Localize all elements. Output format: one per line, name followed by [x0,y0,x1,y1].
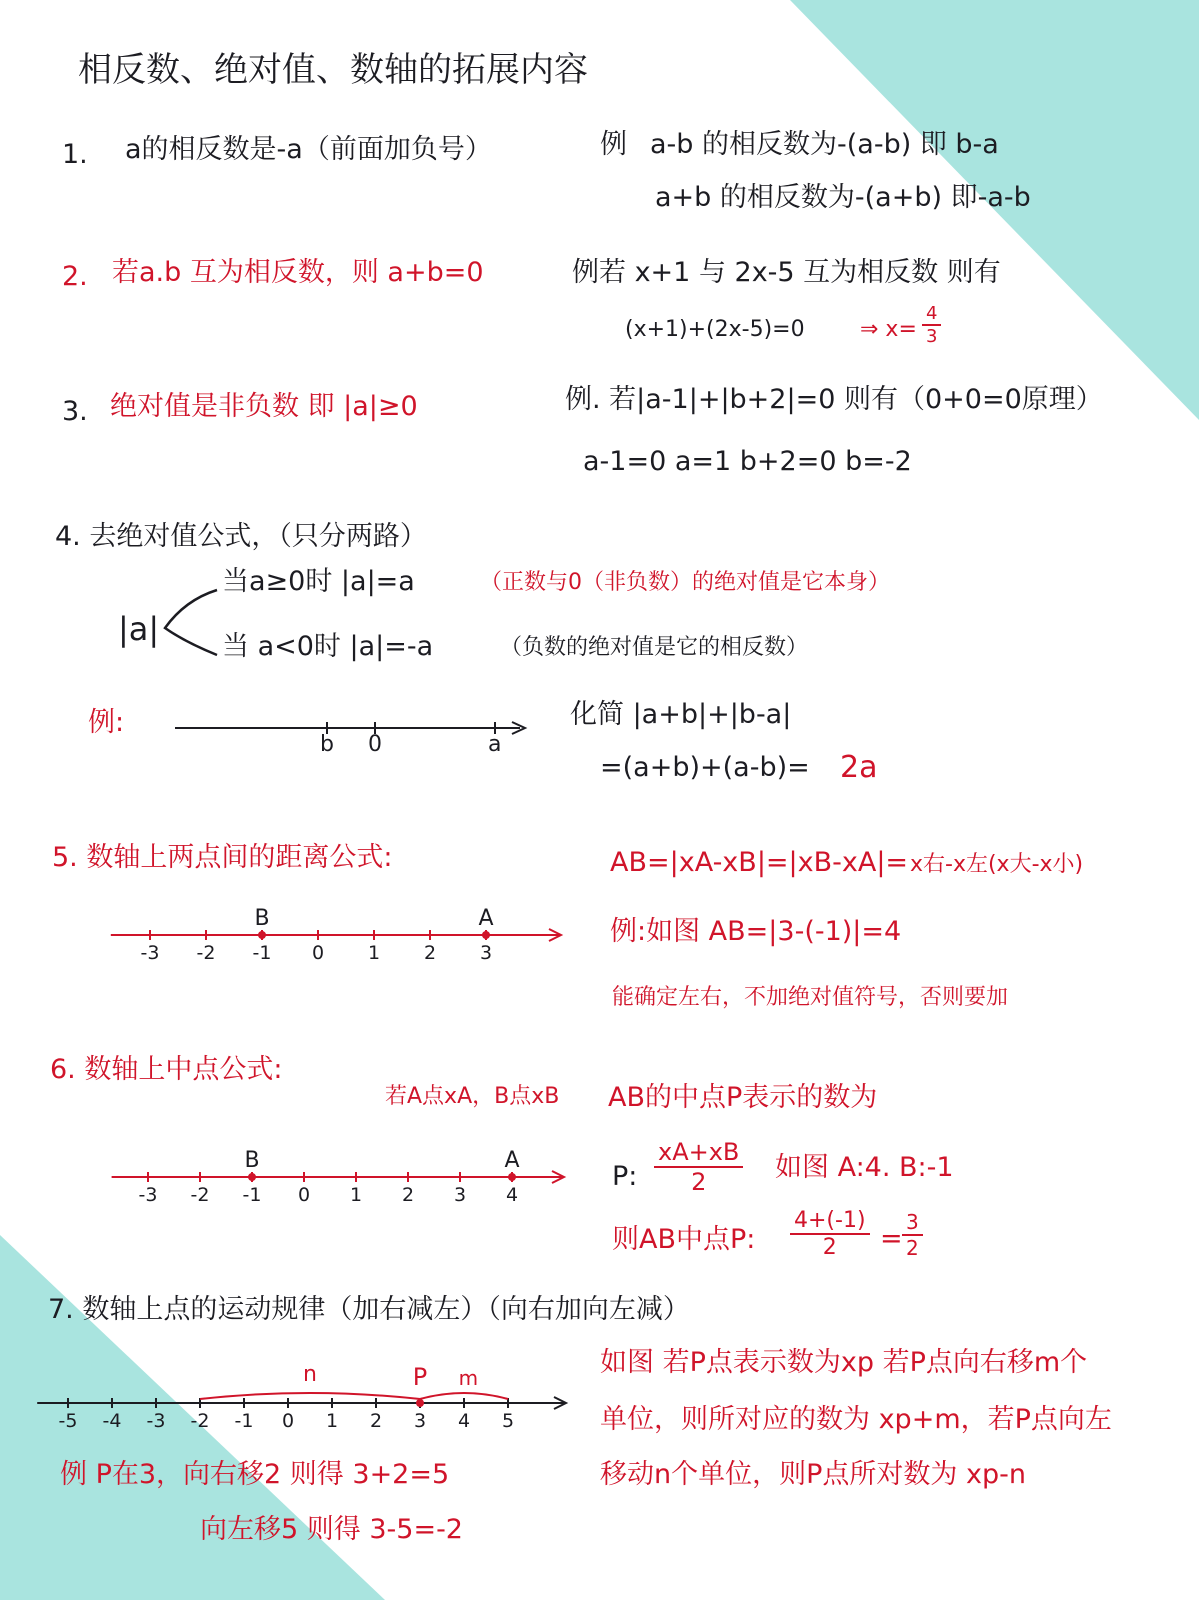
s4-simplify-line-1: 化简 |a+b|+|b-a| [570,699,792,730]
s7-example-1: 例 P在3，向右移2 则得 3+2=5 [60,1459,450,1490]
s4-axis-label-0: 0 [368,732,382,757]
s3-number: 3. [62,396,88,427]
s6-example: 如图 A:4. B:-1 [775,1152,954,1183]
s6-result-denominator: 2 [822,1235,837,1260]
page-title: 相反数、绝对值、数轴的拓展内容 [78,50,588,90]
s6-tick-label: 4 [505,1184,519,1206]
s2-rule: 若a.b 互为相反数，则 a+b=0 [112,257,484,288]
s1-rule: a的相反数是-a（前面加负号） [125,134,492,165]
s2-fraction-denominator: 3 [926,326,938,347]
s7-tick-label: -3 [146,1410,166,1432]
s4-simplify-line-2: =(a+b)+(a-b)= [600,752,810,783]
s6-tick-label: -2 [190,1184,210,1206]
s4-number-line [170,710,540,760]
s6-point-label: A [504,1148,520,1173]
s7-heading: 7. 数轴上点的运动规律（加右减左）（向右加向左减） [48,1294,690,1325]
s5-tick-label: 3 [479,942,493,964]
s7-description-3: 移动n个单位，则P点所对数为 xp-n [600,1459,1026,1490]
s4-axis-label-b: b [320,732,334,757]
s6-result-value-denominator: 2 [906,1236,919,1260]
s6-result-value [902,1210,923,1260]
s2-example-solution: ⇒ x= [860,317,917,342]
s6-result-fraction [790,1208,870,1260]
s5-number-line [78,906,578,975]
s5-point-label: B [254,906,270,931]
s6-point [248,1173,256,1181]
s3-example-1: 例. 若|a-1|+|b+2|=0 则有（0+0=0原理） [565,384,1103,415]
s4-case-1-note: （正数与0（非负数）的绝对值是它本身） [480,570,890,595]
s5-point [258,931,266,939]
s2-fraction [922,303,941,347]
s4-case-1: 当a≥0时 |a|=a [222,566,415,597]
s1-example-2: a+b 的相反数为-(a+b) 即-a-b [655,182,1031,213]
s5-point-label: A [478,906,494,931]
s4-case-2-note: （负数的绝对值是它的相反数） [500,635,809,660]
s2-number: 2. [62,261,88,292]
s6-result-equals: = [880,1223,903,1254]
s6-tick-label: 1 [349,1184,363,1206]
s4-abs-a: |a| [118,610,160,648]
s6-tick-label: -1 [242,1184,262,1206]
s4-case-2: 当 a<0时 |a|=-a [222,631,434,662]
s7-description-1: 如图 若P点表示数为xp 若P点向右移m个 [600,1347,1088,1378]
s7-label-n: n [303,1362,317,1387]
s6-midpoint-numerator: xA+xB [654,1138,743,1168]
s2-example-1: 例若 x+1 与 2x-5 互为相反数 则有 [572,257,1001,288]
s4-brace [155,580,225,660]
s5-formula-b: x右-x左(x大-x小) [910,852,1084,877]
s4-heading: 4. 去绝对值公式，（只分两路） [55,521,427,552]
s5-tick-label: -2 [196,942,216,964]
s6-given: 若A点xA，B点xB [385,1084,560,1109]
s7-tick-label: 1 [325,1410,339,1432]
s6-description: AB的中点P表示的数为 [608,1082,878,1113]
s6-point-label: B [244,1148,260,1173]
s7-tick-label: 4 [457,1410,471,1432]
s1-example-label: 例 [600,129,627,160]
s5-point [482,931,490,939]
s6-result-label: 则AB中点P: [612,1224,756,1255]
s2-fraction-numerator: 4 [922,303,941,326]
s5-note: 能确定左右，不加绝对值符号，否则要加 [612,985,1009,1010]
s7-tick-label: 3 [413,1410,427,1432]
s7-label-p: P [412,1363,428,1391]
s6-tick-label: -3 [138,1184,158,1206]
s5-tick-label: -1 [252,942,272,964]
s7-description-2: 单位，则所对应的数为 xp+m，若P点向左 [600,1404,1112,1435]
s7-tick-label: 0 [281,1410,295,1432]
s4-axis-label-a: a [488,732,502,757]
s1-number: 1. [62,139,88,170]
s5-tick-label: 1 [367,942,381,964]
s5-example: 例:如图 AB=|3-(-1)|=4 [610,916,902,947]
s4-example-label: 例: [88,707,125,738]
s5-formula-a: AB=|xA-xB|=|xB-xA|= [610,847,909,878]
s7-example-2: 向左移5 则得 3-5=-2 [200,1514,463,1545]
s6-midpoint-fraction [654,1138,743,1196]
s7-tick-label: 5 [501,1410,515,1432]
s6-tick-label: 2 [401,1184,415,1206]
s7-move-left-arc [200,1393,420,1399]
s7-tick-label: -1 [234,1410,254,1432]
s5-tick-label: -3 [140,942,160,964]
s7-tick-label: 2 [369,1410,383,1432]
s7-tick-label: -5 [58,1410,78,1432]
s6-tick-label: 0 [297,1184,311,1206]
s7-point-p [416,1399,424,1407]
s6-point [508,1173,516,1181]
s6-heading: 6. 数轴上中点公式: [50,1054,283,1085]
s5-heading: 5. 数轴上两点间的距离公式: [52,842,393,873]
s7-label-m: m [458,1366,479,1390]
s6-result-value-numerator: 3 [902,1210,923,1236]
s6-p-label: P: [612,1161,638,1192]
s6-result-numerator: 4+(-1) [790,1208,870,1235]
s6-tick-label: 3 [453,1184,467,1206]
s5-tick-label: 2 [423,942,437,964]
s7-tick-label: -2 [190,1410,210,1432]
s1-example-1: a-b 的相反数为-(a-b) 即 b-a [650,129,999,160]
s5-tick-label: 0 [311,942,325,964]
s3-rule: 绝对值是非负数 即 |a|≥0 [110,391,418,422]
s7-tick-label: -4 [102,1410,122,1432]
s6-number-line [78,1135,588,1205]
s4-result: 2a [840,750,878,785]
s6-midpoint-denominator: 2 [691,1168,707,1196]
s3-example-2: a-1=0 a=1 b+2=0 b=-2 [583,446,912,477]
s7-number-line [50,1362,570,1445]
s2-example-equation: (x+1)+(2x-5)=0 [625,317,805,342]
